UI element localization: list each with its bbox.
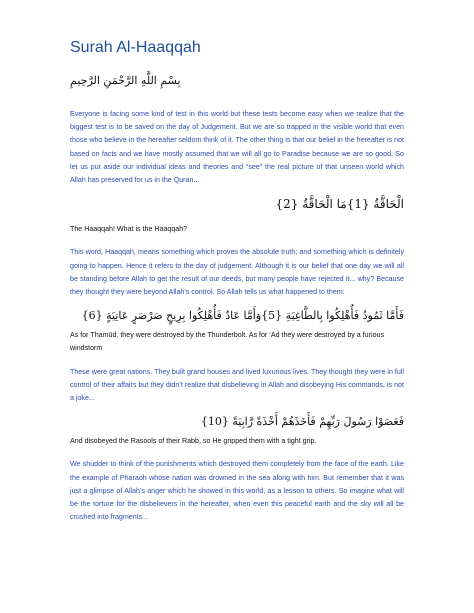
basmala-text: بِسْمِ اللَّهِ الرَّحْمَنِ الرَّحِيمِ: [70, 74, 181, 87]
commentary-paragraph-1: This word, Haaqqah, means something which proves the absolute truth; and something which is definitely going to happen. Hence it refers to the day of judgement. Although it is our belief that one day we will all be standing before Allah to get the result of our deeds, but many people have rejected it... why? Because they thought they were beyond Allah's control. So Allah tells us what happened to them:: [70, 248, 404, 297]
intro-paragraph: Everyone is facing some kind of test in this world but these tests become easy when we realize that the biggest test is to be saved on the day of Judgement. But we are so trapped in the visible world that even those who believe in the hereafter seldom think of it. The other thing is that our belief in the hereafter is not based on facts and we have mostly assumed that we will all go to Paradise because we are so good. So let us put aside our individual ideas and theories and “see” the real picture of that unseen world which Allah has preserved for us in the Quran...: [70, 110, 404, 185]
arabic-verse-1-2: الْحَاقَّةُ {1}مَا الْحَاقَّةُ {2}: [275, 197, 404, 212]
translation-1-2: The Haaqqah! What is the Haaqqah?: [70, 225, 188, 234]
arabic-verse-10: فَعَصَوْا رَسُولَ رَبِّهِمْ فَأَخَذَهُمْ أَخْذَةً رَّابِيَةً {10}: [200, 415, 404, 429]
translation-5-6: As for Thamūd, they were destroyed by the Thunderbolt. As for ‘Ad they were destroyed by a furious windstorm: [70, 331, 385, 353]
arabic-verse-5-6: فَأَمَّا ثَمُودُ فَأُهْلِكُوا بِالطَّاغِيَةِ {5}وَأَمَّا عَادٌ فَأُهْلِكُوا بِرِيحٍ صَرْصَرٍ عَاتِيَةٍ {6}: [81, 309, 404, 323]
translation-10: And disobeyed the Rasools of their Rabb, so He gripped them with a tight grip.: [70, 437, 317, 446]
page-title: Surah Al-Haaqqah: [70, 39, 201, 56]
commentary-paragraph-2: These were great nations. They built grand houses and lived luxurious lives. They thought they were in full control of their affairs but they didn’t realize that disbelieving in Allah and disobeying His commands, is not a joke...: [70, 367, 404, 403]
commentary-paragraph-3: We shudder to think of the punishments which destroyed them completely from the face of the earth. Like the example of Pharaoh whose nation was drowned in the sea along with him. But remember that it was just a glimpse of Allah's anger which he showed in this world, as a lesson to others. So imagine what will be the torture for the disbelievers in the hereafter, when even this peaceful earth and the sky will all be crushed into fragments...: [70, 460, 404, 522]
